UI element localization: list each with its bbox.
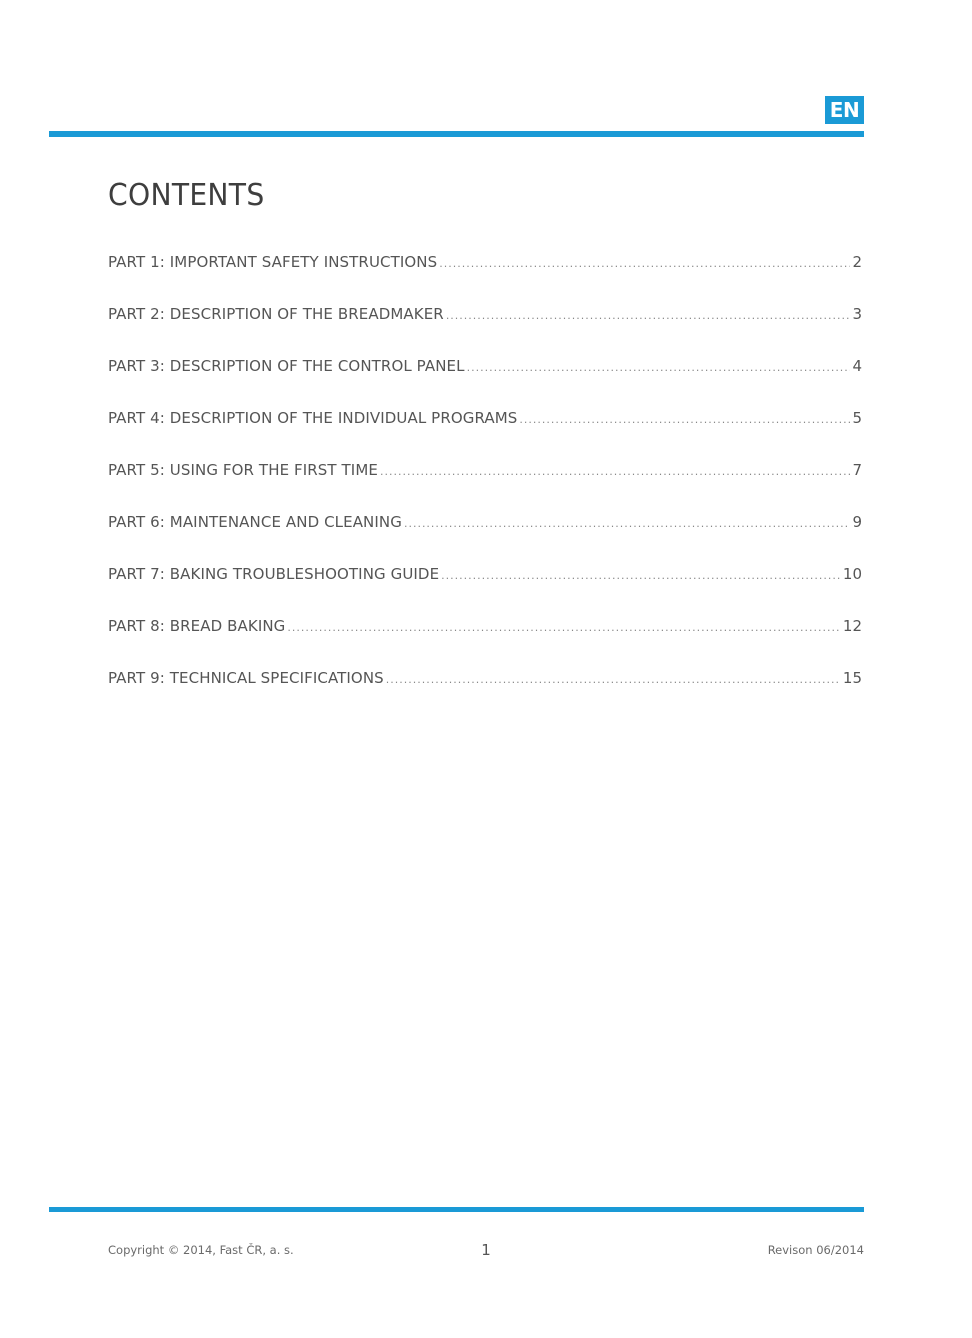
toc-entry-part-5[interactable] [108,458,862,510]
toc-entry-page: 2 [852,253,862,271]
header-rule [49,131,864,137]
toc-entry-label: PART 1: IMPORTANT SAFETY INSTRUCTIONS [108,253,438,271]
dot-leader [380,460,850,484]
toc-entry-page: 15 [842,669,862,687]
toc-entry-page: 12 [842,617,862,635]
toc-entry-label: PART 3: DESCRIPTION OF THE CONTROL PANEL [108,357,465,375]
toc-entry-page: 7 [852,461,862,479]
toc-entry-page: 10 [842,565,862,583]
toc-entry-part-4[interactable] [108,406,862,458]
toc-entry-label: PART 2: DESCRIPTION OF THE BREADMAKER [108,305,444,323]
toc-entry-part-1[interactable] [108,250,862,302]
dot-leader [439,252,850,276]
toc-entry-page: 3 [852,305,862,323]
toc-entry-part-6[interactable] [108,510,862,562]
dot-leader [441,564,841,588]
dot-leader [519,408,850,432]
page-title: CONTENTS [108,178,265,213]
toc-entry-label: PART 5: USING FOR THE FIRST TIME [108,461,378,479]
toc-entry-part-7[interactable] [108,562,862,614]
footer-copyright: Copyright © 2014, Fast ČR, a. s. [108,1243,294,1257]
toc-entry-page: 4 [852,357,862,375]
table-of-contents [108,250,862,718]
toc-entry-label: PART 9: TECHNICAL SPECIFICATIONS [108,669,384,687]
toc-entry-part-9[interactable] [108,666,862,718]
footer-page-number: 1 [481,1241,491,1259]
toc-entry-label: PART 8: BREAD BAKING [108,617,286,635]
toc-entry-page: 9 [852,513,862,531]
toc-entry-part-8[interactable] [108,614,862,666]
toc-entry-page: 5 [852,409,862,427]
dot-leader [404,512,851,536]
language-badge: EN [825,96,864,124]
toc-entry-label: PART 6: MAINTENANCE AND CLEANING [108,513,402,531]
footer-revision: Revison 06/2014 [767,1243,864,1257]
toc-entry-part-2[interactable] [108,302,862,354]
footer-rule [49,1207,864,1212]
toc-entry-part-3[interactable] [108,354,862,406]
toc-entry-label: PART 4: DESCRIPTION OF THE INDIVIDUAL PROGRAMS [108,409,518,427]
dot-leader [287,616,841,640]
toc-entry-label: PART 7: BAKING TROUBLESHOOTING GUIDE [108,565,440,583]
dot-leader [467,356,851,380]
dot-leader [386,668,841,692]
dot-leader [446,304,851,328]
